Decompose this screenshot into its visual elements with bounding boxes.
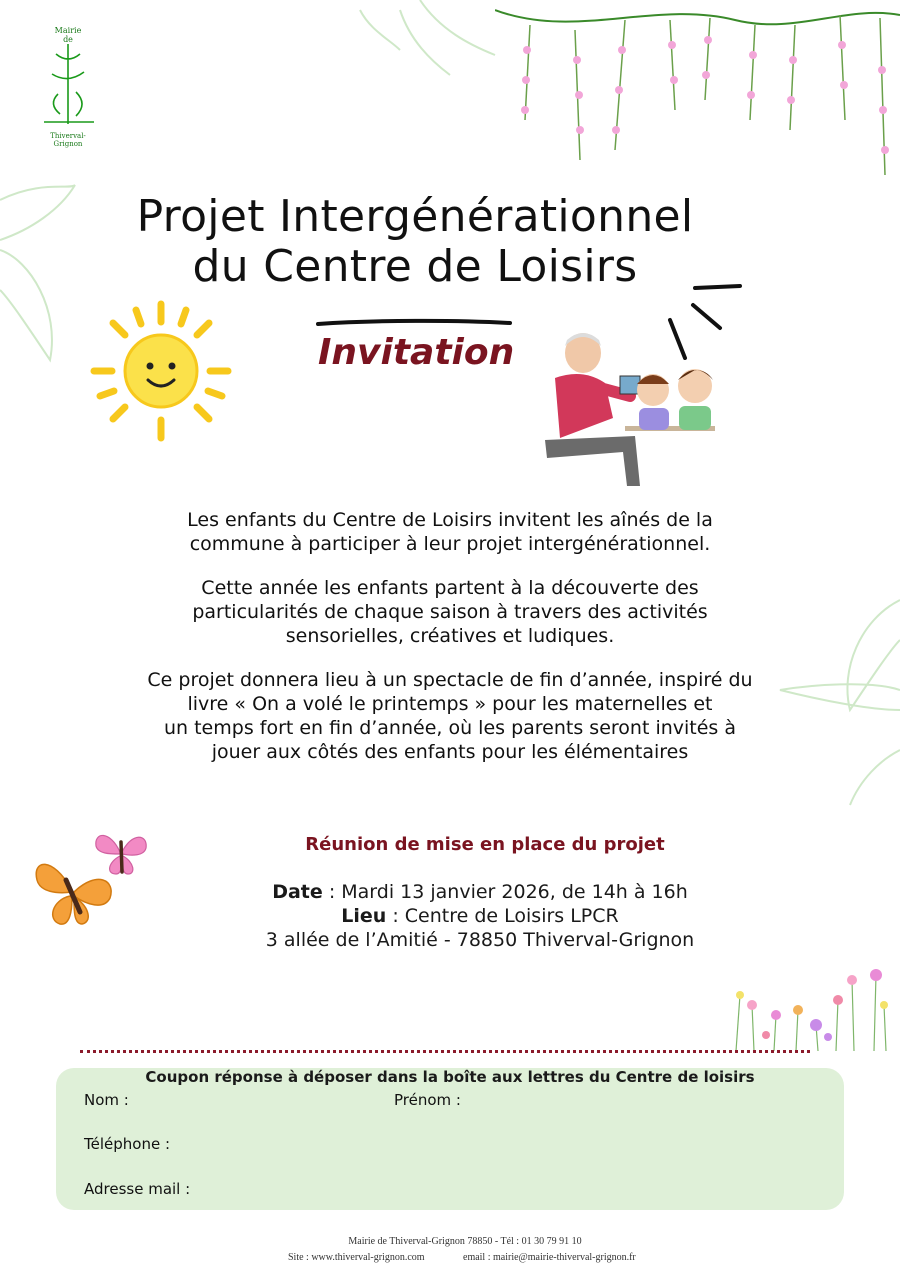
firstname-label: Prénom : <box>394 1091 461 1109</box>
logo-line3: Thiverval-Grignon <box>50 132 86 148</box>
meeting-title: Réunion de mise en place du projet <box>305 834 665 855</box>
logo-line2: de <box>63 35 73 44</box>
paragraph-1 <box>120 508 780 556</box>
meeting-place <box>200 904 760 928</box>
text-line: un temps fort en fin d’année, où les parents seront invités à <box>163 717 737 739</box>
title-line2: du Centre de Loisirs <box>192 241 638 292</box>
leaf-icon <box>340 0 500 80</box>
paragraph-2 <box>120 576 780 648</box>
meeting-details <box>200 880 760 952</box>
footer-email: email : mairie@mairie-thiverval-grignon.fr <box>463 1252 636 1263</box>
text-line: sensorielles, créatives et ludiques. <box>285 625 615 647</box>
logo <box>36 26 100 146</box>
text-line: Ce projet donnera lieu à un spectacle de fin d’année, inspiré du <box>147 669 753 691</box>
hanging-flowers-icon <box>495 0 900 190</box>
place-label: Lieu <box>341 905 387 927</box>
logo-line1: Mairie <box>54 26 82 35</box>
coupon-title: Coupon réponse à déposer dans la boîte aux lettres du Centre de loisirs <box>145 1068 755 1086</box>
text-line: Cette année les enfants partent à la découverte des <box>201 577 699 599</box>
email-label: Adresse mail : <box>84 1180 191 1198</box>
text-line: Les enfants du Centre de Loisirs invitent les aînés de la <box>187 509 713 531</box>
footer-site: Site : www.thiverval-grignon.com <box>288 1252 425 1263</box>
text-line: commune à participer à leur projet intergénérationnel. <box>189 533 711 555</box>
flowers-icon <box>726 955 894 1053</box>
phone-label: Téléphone : <box>84 1135 171 1153</box>
date-value: : Mardi 13 janvier 2026, de 14h à 16h <box>322 881 688 903</box>
place-value: : Centre de Loisirs LPCR <box>386 905 619 927</box>
paragraph-3 <box>120 668 780 764</box>
sun-icon <box>88 298 234 444</box>
text-line: jouer aux côtés des enfants pour les élémentaires <box>211 741 689 763</box>
title-line1: Projet Intergénérationnel <box>136 191 694 242</box>
invitation-label: Invitation <box>318 332 515 373</box>
butterfly-icon <box>92 826 150 878</box>
text-line: particularités de chaque saison à travers des activités <box>192 601 708 623</box>
logo-icon <box>36 44 100 128</box>
footer-contact: Mairie de Thiverval-Grignon 78850 - Tél : 01 30 79 91 10 <box>348 1236 582 1247</box>
brush-stroke <box>316 318 512 328</box>
meeting-address: 3 allée de l’Amitié - 78850 Thiverval-Grignon <box>265 929 695 951</box>
cut-line <box>80 1050 810 1053</box>
text-line: livre « On a volé le printemps » pour les maternelles et <box>187 693 713 715</box>
meeting-date <box>200 880 760 904</box>
page-title <box>0 192 830 292</box>
name-label: Nom : <box>84 1091 129 1109</box>
date-label: Date <box>272 881 323 903</box>
grandfather-children-illustration <box>535 328 725 498</box>
leaf-icon <box>770 590 900 810</box>
